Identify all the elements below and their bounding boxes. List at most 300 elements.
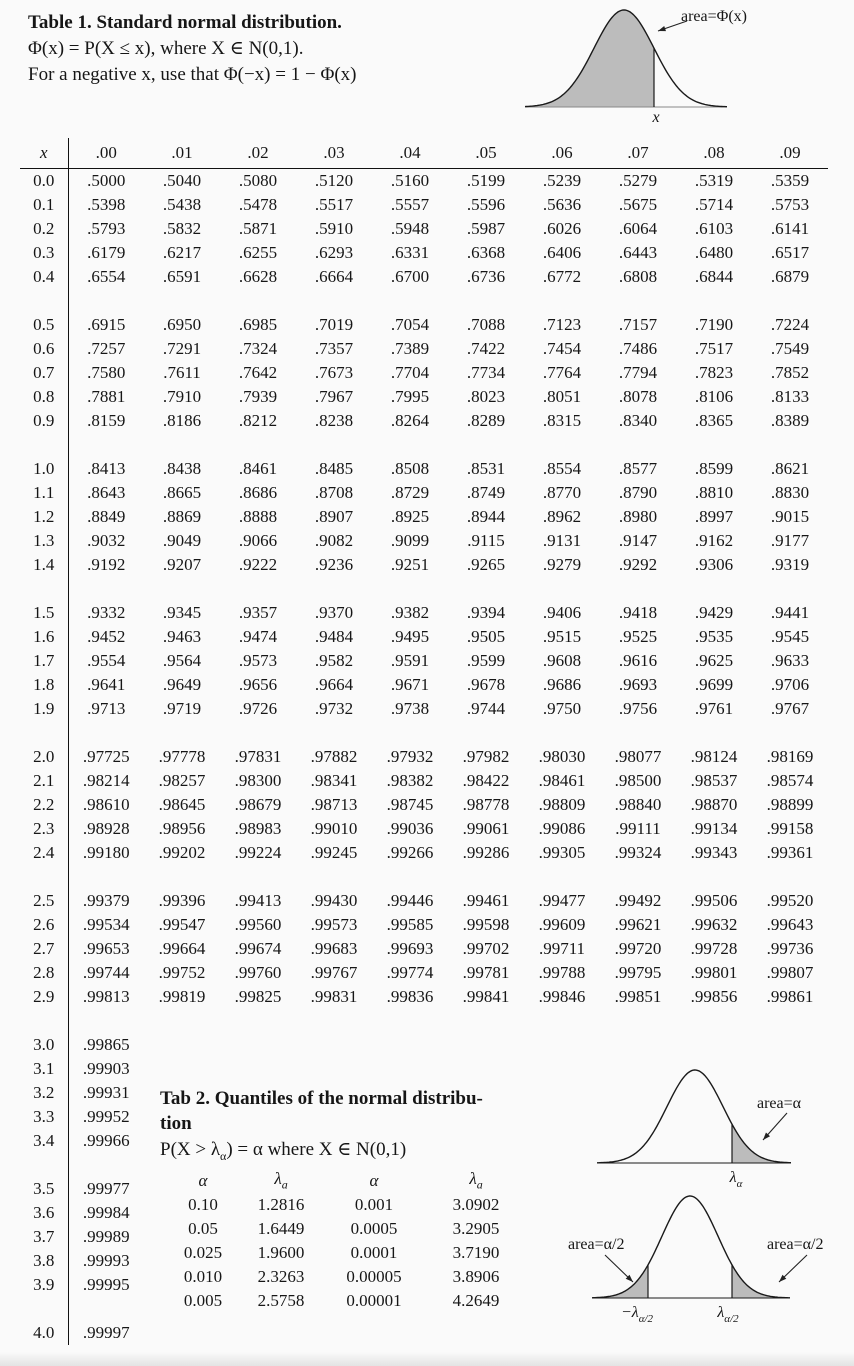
z-table-row	[20, 529, 828, 553]
z-value-cell	[220, 1321, 296, 1345]
z-value-cell: .99977	[82, 1179, 130, 1198]
z-table-row	[20, 1033, 828, 1057]
z-value-cell: .7019	[314, 315, 354, 334]
z-value-cell: .9699	[694, 675, 734, 694]
z-value-cell: .99461	[462, 891, 510, 910]
upper-tail-figure	[585, 1056, 854, 1194]
z-value-cell: .9332	[87, 603, 126, 622]
z-value-cell: .98382	[386, 771, 434, 790]
z-value-cell: .99585	[386, 915, 434, 934]
z-value-cell: .7486	[618, 339, 658, 358]
quantile-value-cell: 1.6449	[257, 1218, 305, 1238]
z-value-cell: .8907	[314, 507, 354, 526]
z-value-cell: .99819	[158, 987, 206, 1006]
quantile-value-cell: 0.00001	[346, 1290, 402, 1310]
quantile-value-cell: 3.0902	[452, 1194, 500, 1214]
z-value-cell: .99202	[158, 843, 206, 862]
quantile-col-header: $\lambda_a$	[274, 1169, 288, 1192]
z-value-cell: .99621	[614, 915, 662, 934]
z-value-cell: .7088	[466, 315, 506, 334]
z-value-cell: .99774	[386, 963, 434, 982]
z-value-cell: .9719	[162, 699, 202, 718]
z-value-cell: .8810	[694, 483, 734, 502]
z-value-cell: .9616	[618, 651, 658, 670]
z-value-cell: .98870	[690, 795, 738, 814]
z-value-cell: .9474	[238, 627, 278, 646]
z-value-cell: .98169	[766, 747, 814, 766]
z-row-label: 2.5	[20, 889, 68, 913]
z-value-cell: .99547	[158, 915, 206, 934]
z-value-cell: .7454	[542, 339, 582, 358]
z-row-label: 3.7	[20, 1225, 68, 1249]
z-value-cell: .99305	[538, 843, 586, 862]
z-value-cell: .9582	[314, 651, 354, 670]
z-row-label: 0.6	[20, 337, 68, 361]
z-value-cell: .9732	[314, 699, 354, 718]
z-value-cell: .99966	[82, 1131, 130, 1150]
z-value-cell	[296, 1321, 372, 1345]
z-row-label: 1.3	[20, 529, 68, 553]
z-row-label: 1.9	[20, 697, 68, 721]
z-col-header-x: x	[20, 138, 68, 169]
z-value-cell: .7673	[314, 363, 354, 382]
z-value-cell: .5359	[770, 171, 810, 190]
z-value-cell: .7852	[770, 363, 810, 382]
z-table-row	[20, 625, 828, 649]
z-value-cell: .99477	[538, 891, 586, 910]
z-value-cell: .99534	[82, 915, 130, 934]
z-value-cell: .8997	[694, 507, 734, 526]
quantile-table	[162, 1169, 522, 1313]
z-value-cell: .8365	[694, 411, 734, 430]
z-value-cell: .99158	[766, 819, 814, 838]
z-value-cell: .9750	[542, 699, 582, 718]
z-value-cell: .99851	[614, 987, 662, 1006]
z-row-label: 2.1	[20, 769, 68, 793]
z-value-cell: .9382	[390, 603, 430, 622]
z-value-cell: .99767	[310, 963, 358, 982]
group-spacer	[20, 865, 828, 889]
z-value-cell: .6808	[618, 267, 658, 286]
z-value-cell: .99266	[386, 843, 434, 862]
z-value-cell: .9767	[770, 699, 810, 718]
z-table-row	[20, 985, 828, 1009]
z-value-cell: .99801	[690, 963, 738, 982]
z-value-cell: .9082	[314, 531, 354, 550]
z-value-cell: .99245	[310, 843, 358, 862]
z-row-label: 3.9	[20, 1273, 68, 1297]
z-value-cell: .9370	[314, 603, 354, 622]
z-value-cell: .9515	[542, 627, 582, 646]
z-value-cell: .8962	[542, 507, 582, 526]
z-value-cell: .6879	[770, 267, 810, 286]
arrowhead-icon	[658, 26, 666, 31]
z-row-label: 2.8	[20, 961, 68, 985]
z-table-row	[20, 553, 828, 577]
z-row-label: 0.1	[20, 193, 68, 217]
z-value-cell: .9664	[314, 675, 354, 694]
z-value-cell: .99573	[310, 915, 358, 934]
z-value-cell: .6331	[390, 243, 430, 262]
quantile-head-row	[162, 1169, 522, 1193]
z-row-label: 1.7	[20, 649, 68, 673]
z-value-cell: .8869	[162, 507, 202, 526]
z-value-cell: .8413	[87, 459, 126, 478]
z-value-cell: .99995	[82, 1275, 130, 1294]
z-value-cell: .7123	[542, 315, 582, 334]
z-value-cell: .99134	[690, 819, 738, 838]
z-col-header: .08	[676, 138, 752, 169]
group-spacer	[20, 289, 828, 313]
z-value-cell: .98077	[614, 747, 662, 766]
z-value-cell: .99807	[766, 963, 814, 982]
z-value-cell: .98461	[538, 771, 586, 790]
z-row-label: 0.2	[20, 217, 68, 241]
z-value-cell: .98840	[614, 795, 662, 814]
z-value-cell: .9756	[618, 699, 658, 718]
z-value-cell: .99728	[690, 939, 738, 958]
z-value-cell: .7967	[314, 387, 354, 406]
z-value-cell: .6217	[162, 243, 202, 262]
z-value-cell: .98537	[690, 771, 738, 790]
z-value-cell	[220, 1057, 296, 1081]
z-value-cell: .99396	[158, 891, 206, 910]
neg-lambda-axis-label: $-\lambda_{\alpha/2}$	[620, 1304, 654, 1325]
z-table-row	[20, 217, 828, 241]
z-value-cell: .99664	[158, 939, 206, 958]
z-value-cell: .9525	[618, 627, 658, 646]
z-value-cell: .5080	[238, 171, 278, 190]
z-value-cell: .5557	[390, 195, 430, 214]
z-value-cell: .98778	[462, 795, 510, 814]
z-value-cell: .8289	[466, 411, 506, 430]
two-tail-figure	[555, 1188, 854, 1334]
group-spacer	[20, 1009, 828, 1033]
z-table-header-row	[20, 138, 828, 169]
z-value-cell: .99324	[614, 843, 662, 862]
z-table-row	[20, 265, 828, 289]
z-value-cell: .5832	[162, 219, 202, 238]
quantile-value-cell: 0.0005	[350, 1218, 398, 1238]
z-value-cell: .99795	[614, 963, 662, 982]
z-col-header: .09	[752, 138, 828, 169]
z-value-cell: .98422	[462, 771, 510, 790]
z-row-label: 1.8	[20, 673, 68, 697]
quantile-value-cell: 1.9600	[257, 1242, 305, 1262]
z-value-cell	[372, 1321, 448, 1345]
z-col-header: .06	[524, 138, 600, 169]
z-value-cell: .9099	[390, 531, 430, 550]
z-col-header: .02	[220, 138, 296, 169]
z-row-label: 3.8	[20, 1249, 68, 1273]
z-value-cell: .8708	[314, 483, 354, 502]
z-value-cell: .9671	[390, 675, 430, 694]
z-value-cell	[144, 1057, 220, 1081]
z-value-cell: .6443	[618, 243, 658, 262]
z-value-cell: .8944	[466, 507, 506, 526]
z-table-row	[20, 793, 828, 817]
z-table-row	[20, 193, 828, 217]
z-value-cell: .99379	[82, 891, 130, 910]
z-value-cell: .7190	[694, 315, 734, 334]
z-table-row	[20, 745, 828, 769]
z-row-label: 3.2	[20, 1081, 68, 1105]
z-value-cell: .9738	[390, 699, 430, 718]
z-value-cell: .9306	[694, 555, 734, 574]
tab2-title-line1: Tab 2. Quantiles of the normal distribu-	[160, 1088, 483, 1109]
z-value-cell: .8133	[770, 387, 810, 406]
z-value-cell: .9319	[770, 555, 810, 574]
z-value-cell: .99061	[462, 819, 510, 838]
formula-prefix: P(X > λ	[160, 1139, 221, 1160]
z-value-cell: .8238	[314, 411, 354, 430]
z-table-row	[20, 601, 828, 625]
z-value-cell: .7611	[163, 363, 201, 382]
z-value-cell: .9484	[314, 627, 354, 646]
z-value-cell: .5793	[87, 219, 126, 238]
group-spacer	[20, 433, 828, 457]
z-value-cell: .98956	[158, 819, 206, 838]
z-value-cell: .8461	[238, 459, 278, 478]
z-value-cell: .5120	[314, 171, 354, 190]
z-value-cell: .9345	[162, 603, 202, 622]
z-value-cell: .9049	[162, 531, 202, 550]
z-value-cell: .8023	[466, 387, 506, 406]
z-value-cell: .6772	[542, 267, 582, 286]
pos-lambda-axis-label: $\lambda_{\alpha/2}$	[717, 1304, 739, 1325]
z-row-label: 3.3	[20, 1105, 68, 1129]
z-row-label: 1.2	[20, 505, 68, 529]
z-value-cell	[372, 1033, 448, 1057]
z-value-cell: .8078	[618, 387, 658, 406]
z-value-cell: .5239	[542, 171, 582, 190]
z-value-cell: .9452	[87, 627, 126, 646]
z-table-row	[20, 697, 828, 721]
z-value-cell: .99492	[614, 891, 662, 910]
area-alpha-label: area=α	[757, 1095, 802, 1112]
z-value-cell: .6591	[162, 267, 202, 286]
z-table-row	[20, 241, 828, 265]
z-row-label: 2.7	[20, 937, 68, 961]
z-value-cell: .7823	[694, 363, 734, 382]
z-value-cell: .7580	[87, 363, 126, 382]
z-value-cell: .99343	[690, 843, 738, 862]
group-spacer	[20, 577, 828, 601]
z-value-cell: .9394	[466, 603, 506, 622]
lambda-axis-label: $\lambda_\alpha$	[729, 1169, 743, 1190]
z-value-cell: .6064	[618, 219, 658, 238]
z-value-cell: .99752	[158, 963, 206, 982]
z-value-cell: .97932	[386, 747, 434, 766]
z-value-cell: .9015	[770, 507, 810, 526]
z-value-cell: .8849	[87, 507, 126, 526]
quantile-row	[162, 1193, 522, 1217]
z-table-row	[20, 817, 828, 841]
z-value-cell	[296, 1057, 372, 1081]
z-value-cell: .99609	[538, 915, 586, 934]
z-value-cell: .6628	[238, 267, 278, 286]
z-value-cell	[524, 1033, 600, 1057]
z-value-cell: .8340	[618, 411, 658, 430]
z-value-cell: .99993	[82, 1251, 130, 1270]
z-value-cell: .8212	[238, 411, 278, 430]
z-value-cell: .99813	[82, 987, 130, 1006]
z-value-cell: .9406	[542, 603, 582, 622]
z-value-cell: .9032	[87, 531, 126, 550]
z-value-cell: .99720	[614, 939, 662, 958]
z-value-cell: .9726	[238, 699, 278, 718]
z-value-cell: .9608	[542, 651, 582, 670]
z-table-row	[20, 889, 828, 913]
z-value-cell: .8770	[542, 483, 582, 502]
z-value-cell: .99903	[82, 1059, 130, 1078]
z-row-label: 2.2	[20, 793, 68, 817]
z-value-cell: .99413	[234, 891, 282, 910]
z-value-cell: .98645	[158, 795, 206, 814]
quantile-value-cell: 3.8906	[452, 1266, 500, 1286]
z-value-cell: .9429	[694, 603, 734, 622]
z-value-cell: .5279	[618, 171, 658, 190]
z-value-cell: .99984	[82, 1203, 130, 1222]
z-value-cell: .99760	[234, 963, 282, 982]
z-row-label: 0.4	[20, 265, 68, 289]
z-value-cell: .9279	[542, 555, 582, 574]
z-value-cell: .9495	[390, 627, 430, 646]
z-value-cell: .6664	[314, 267, 354, 286]
quantile-value-cell: 0.001	[354, 1194, 394, 1214]
z-value-cell: .9192	[87, 555, 126, 574]
z-value-cell: .6293	[314, 243, 354, 262]
area-half-alpha-right-label: area=α/2	[767, 1236, 824, 1253]
z-value-cell: .7357	[314, 339, 354, 358]
z-value-cell: .99831	[310, 987, 358, 1006]
z-value-cell: .98300	[234, 771, 282, 790]
z-value-cell: .8599	[694, 459, 734, 478]
z-value-cell: .99036	[386, 819, 434, 838]
page-bottom-fade	[0, 1352, 854, 1366]
z-row-label: 1.1	[20, 481, 68, 505]
z-value-cell: .99702	[462, 939, 510, 958]
z-value-cell: .9545	[770, 627, 810, 646]
area-half-alpha-left-label: area=α/2	[568, 1236, 625, 1253]
z-value-cell: .9222	[238, 555, 278, 574]
z-value-cell: .99825	[234, 987, 282, 1006]
z-row-label: 3.0	[20, 1033, 68, 1057]
z-table-row	[20, 649, 828, 673]
table1-title: Table 1. Standard normal distribution.	[28, 12, 342, 33]
z-value-cell: .9744	[466, 699, 506, 718]
z-value-cell: .98341	[310, 771, 358, 790]
z-value-cell: .99836	[386, 987, 434, 1006]
z-value-cell: .6517	[770, 243, 810, 262]
z-value-cell: .7291	[162, 339, 202, 358]
z-value-cell: .8980	[618, 507, 658, 526]
z-value-cell: .9207	[162, 555, 202, 574]
z-value-cell: .7257	[87, 339, 126, 358]
quantile-value-cell: 2.5758	[257, 1290, 305, 1310]
z-value-cell: .9591	[390, 651, 430, 670]
z-value-cell: .5040	[162, 171, 202, 190]
z-value-cell: .99841	[462, 987, 510, 1006]
z-value-cell: .7764	[542, 363, 582, 382]
z-value-cell: .9265	[466, 555, 506, 574]
z-value-cell: .6255	[238, 243, 278, 262]
quantile-value-cell: 0.00005	[346, 1266, 402, 1286]
z-value-cell: .97725	[82, 747, 130, 766]
z-value-cell: .99846	[538, 987, 586, 1006]
z-row-label: 2.0	[20, 745, 68, 769]
quantile-col-header: α	[198, 1170, 208, 1190]
z-value-cell: .5714	[694, 195, 734, 214]
quantile-col-header: $\lambda_a$	[469, 1169, 483, 1192]
z-table-row	[20, 457, 828, 481]
z-value-cell: .99430	[310, 891, 358, 910]
z-value-cell: .6950	[162, 315, 202, 334]
z-row-label: 1.5	[20, 601, 68, 625]
quantile-value-cell: 3.2905	[452, 1218, 500, 1238]
z-value-cell: .9693	[618, 675, 658, 694]
shaded-area	[732, 1265, 790, 1298]
z-value-cell: .9147	[618, 531, 658, 550]
z-value-cell: .98214	[82, 771, 130, 790]
z-value-cell: .99224	[234, 843, 282, 862]
z-row-label: 3.1	[20, 1057, 68, 1081]
z-value-cell: .8888	[238, 507, 278, 526]
z-value-cell: .97982	[462, 747, 510, 766]
z-value-cell: .9115	[467, 531, 505, 550]
z-value-cell: .99744	[82, 963, 130, 982]
z-value-cell	[144, 1321, 220, 1345]
z-table-row	[20, 937, 828, 961]
shaded-area	[525, 10, 654, 107]
z-table-row	[20, 673, 828, 697]
z-value-cell: .99286	[462, 843, 510, 862]
z-value-cell: .97778	[158, 747, 206, 766]
z-value-cell: .7910	[162, 387, 202, 406]
z-col-header: .07	[600, 138, 676, 169]
z-col-header: .04	[372, 138, 448, 169]
z-value-cell: .99674	[234, 939, 282, 958]
z-value-cell: .8621	[770, 459, 810, 478]
z-value-cell: .9177	[770, 531, 810, 550]
z-value-cell: .99632	[690, 915, 738, 934]
tab2-formula	[160, 1138, 605, 1164]
z-value-cell: .7422	[466, 339, 506, 358]
z-value-cell: .99653	[82, 939, 130, 958]
z-value-cell: .9535	[694, 627, 734, 646]
table1-definition: Φ(x) = P(X ≤ x), where X ∈ N(0,1).	[28, 38, 304, 59]
cdf-area-figure	[500, 0, 820, 128]
area-phi-label: area=Φ(x)	[681, 8, 748, 25]
quantile-value-cell: 0.10	[188, 1194, 218, 1214]
z-value-cell: .99952	[82, 1107, 130, 1126]
quantile-value-cell: 0.025	[183, 1242, 223, 1262]
z-value-cell: .8729	[390, 483, 430, 502]
z-value-cell	[676, 1033, 752, 1057]
z-value-cell	[600, 1033, 676, 1057]
z-value-cell: .7389	[390, 339, 430, 358]
z-value-cell: .6141	[770, 219, 810, 238]
z-value-cell: .7549	[770, 339, 810, 358]
z-value-cell: .8686	[238, 483, 278, 502]
z-value-cell: .6103	[694, 219, 734, 238]
z-row-label: 2.6	[20, 913, 68, 937]
z-value-cell: .99520	[766, 891, 814, 910]
z-value-cell: .9292	[618, 555, 658, 574]
z-value-cell: .99865	[82, 1035, 130, 1054]
z-value-cell: .7794	[618, 363, 658, 382]
z-value-cell: .99989	[82, 1227, 130, 1246]
